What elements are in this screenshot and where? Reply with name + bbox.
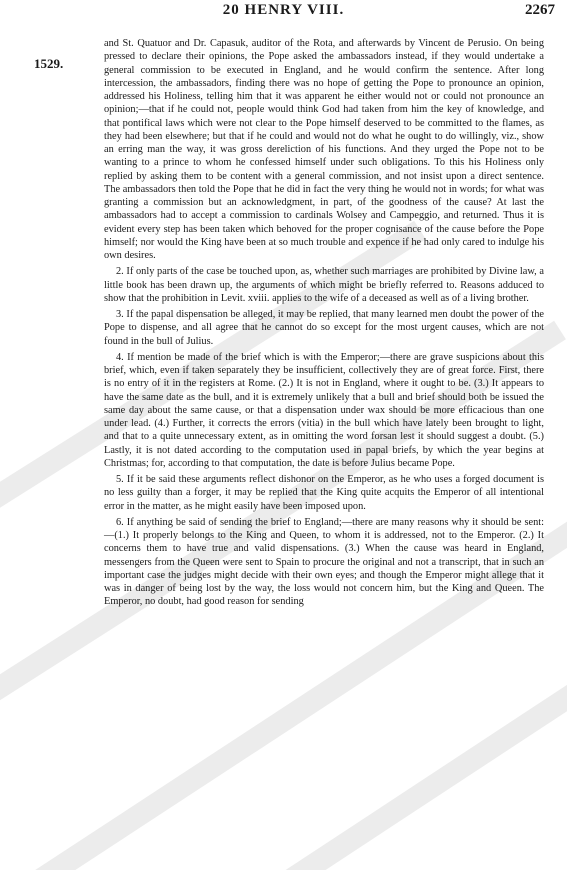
paragraph: 5. If it be said these arguments reflect dishonor on the Emperor, as he who uses a forged document is no less guilty than a forger, it may be replied that the King quite acquits the Emperor of all intentional error in the matter, as he might easily have been imposed upon. [104,474,544,512]
paragraph: 2. If only parts of the case be touched upon, as, whether such marriages are prohibited by Divine law, a little book has been drawn up, the arguments of which might be briefly referred to. Reasons adduced to show that the prohibition in Levit. xviii. applies to the wife of a deceased as well as of a living brother. [104,266,544,304]
watermark-stripe [260,650,567,870]
margin-year: 1529. [34,56,64,71]
body-text [104,37,544,609]
paragraph: 6. If anything be said of sending the brief to England;—there are many reasons why it should be sent:—(1.) It properly belongs to the King and Queen, to whom it is addressed, not to the Emperor. (2.) It concerns them to have true and valid dispensations. (3.) When the cause was heard in England, messengers from the Queen were sent to Spain to procure the original and not a transcript, that in such an important case the judges might decide with their own eyes; and though the Emperor might allege that it was in danger of being lost by the way, the loss would not concern him, but the King and Queen. The Emperor, no doubt, had good reason for sending [104,516,544,608]
paragraph: and St. Quatuor and Dr. Capasuk, auditor of the Rota, and afterwards by Vincent de Perusio. On being pressed to declare their opinions, the Pope asked the ambassadors instead, if they would undertake a general commission to be executed in England, and he would confirm the sentence. After long intercession, the ambassadors, finding there was no hope of getting the Pope to pronounce an opinion, addressed his Holiness, telling him that it was apparent he either would not or could not pronounce an opinion;—that if he could not, people would think God had taken from him the key of knowledge, and that pontifical laws which were not clear to the Pope himself deserved to be committed to the flames, as they had been elsewhere; but that if he could and would not do what he ought to do willingly, viz., show an erring man the way, it was gross dereliction of his functions. And they urged the Pope not to be wanting to a prince to whom he confessed himself under such obligations. To this his Holiness only replied by asking them to be content with a general commission, and not insist upon a direct sentence. The ambassadors then told the Pope that he did in fact the very thing he would not in words; for what was granting a commission but an acknowledgment, in part, of the goodness of the cause? At last the ambassadors had to accept a commission to cardinals Wolsey and Campeggio, and returned. Thus it is evident every step has been taken which behoved for the proper cognisance of the cause before the Pope himself; nor would the King have been at so much trouble and expence if he had only cared to indulge his own desires. [104,38,544,261]
paragraph: 4. If mention be made of the brief which is with the Emperor;—there are grave suspicions about this brief, which, even if taken separately they be insufficient, collectively they are of great force. First, there is no entry of it in the registers at Rome. (2.) It is not in England, where it ought to be. (3.) It appears to have the same date as the bull, and it is extremely unlikely that a bull and brief should both be issued the same day about the same cause, or that a dispensation under wax should be more efficacious than one under lead. (4.) Further, it corrects the errors (vitia) in the bull which have lately been brought to light, and that to a quite unnecessary extent, as in omitting the word forsan lest it should suggest a doubt. (5.) Lastly, it is not dated according to the computation used in papal briefs, by which the year begins at Christmas; for, according to that computation, the date is before Julius became Pope. [104,351,544,469]
running-title: 20 HENRY VIII. [222,2,345,18]
page-header [0,2,567,24]
paragraph: 3. If the papal dispensation be alleged, it may be replied, that many learned men doubt the power of the Pope to dispense, and all agree that he cannot do so except for the most urgent causes, which are not found in the bull of Julius. [104,309,544,347]
page-number: 2267 [525,2,555,18]
